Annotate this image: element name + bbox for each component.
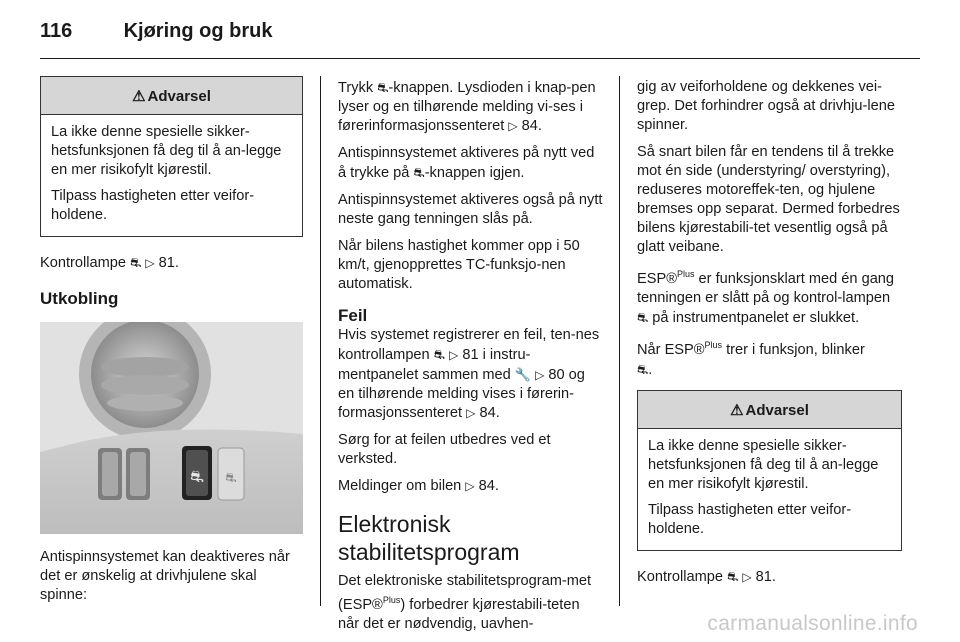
dashboard-switch-photo (40, 322, 303, 534)
section-title-utkobling: Utkobling (40, 289, 119, 308)
warning-box (40, 76, 303, 237)
section-title-esp: Elektronisk stabilitetsprogram (338, 511, 520, 565)
warning-triangle-icon: ⚠ (132, 88, 146, 105)
warning-triangle-icon: ⚠ (730, 401, 744, 419)
photo-caption: Antispinnsystemet kan deaktiveres når det er ønskelig at drivhjulene skal spinne: (40, 549, 290, 603)
paragraph-workshop: Sørg for at feilen utbedres ved et verksted. (338, 432, 551, 467)
paragraph-grip: gig av veiforholdene og dekkenes vei-grep. Det forhindrer også at drivhju-lene spinner. (637, 79, 895, 133)
page-ref-arrow-icon: ▷ (145, 256, 155, 270)
skid-indicator-icon: ⛐ (637, 361, 649, 377)
warning-text-1: La ikke denne spesielle sikker-hetsfunksjonen få deg til å an-legge en mer risikofylt kjørestil. (51, 124, 282, 178)
page-ref-arrow-icon: ▷ (535, 368, 545, 382)
traction-control-icon: ⛐ (377, 80, 389, 95)
page-header (40, 20, 920, 43)
skid-indicator-icon: ⛐ (637, 309, 649, 325)
paragraph-reactivate: Antispinnsystemet aktiveres på nytt ved å trykke på ⛐-knappen igjen. (338, 145, 595, 181)
warning-body (41, 115, 302, 236)
paragraph-messages: Meldinger om bilen ▷ 84. (338, 478, 499, 494)
indicator-reference: Kontrollampe ⛐ ▷ 81. (40, 255, 179, 271)
skid-indicator-icon: ⛐ (433, 347, 445, 362)
warning-box-2 (637, 390, 902, 551)
warning-text-2: Tilpass hastigheten etter veifor-holdene. (51, 188, 255, 223)
paragraph-stability: Så snart bilen får en tendens til å trekke mot én side (understyring/ overstyring), reduseres motoreffek-ten, og hjulene bremses opp separat. Dermed forbedres bilens kjørestabili-tet vesentlig også på glatt veibane. (637, 144, 900, 255)
paragraph-esp-intro: Det elektroniske stabilitetsprogram-met (ESP®$^{Plus}$) forbedrer kjørestabili-teten når det er nødvendig, uavhen- (338, 573, 592, 632)
page-ref-arrow-icon: ▷ (508, 119, 518, 133)
page-ref-arrow-icon: ▷ (449, 348, 459, 362)
warning-header (41, 77, 302, 115)
paragraph-esp-ready: ESP®$^{Plus}$ er funksjonsklart med én gang tenningen er slått på og kontrol-lampen ⛐ på instrumentpanelet er slukket. (637, 269, 895, 326)
page-ref-arrow-icon: ▷ (742, 569, 752, 584)
skid-indicator-icon: ⛐ (130, 255, 142, 270)
paragraph-press-button: Trykk ⛐-knappen. Lysdioden i knap-pen lyser og en tilhørende melding vi-ses i førerinformasjonssenteret ▷ 84. (338, 80, 596, 134)
section-title-feil: Feil (338, 306, 368, 325)
page-ref-arrow-icon: ▷ (466, 406, 476, 420)
paragraph-ignition: Antispinnsystemet aktiveres også på nytt neste gang tenningen slås på. (338, 192, 603, 227)
warning-body (638, 429, 901, 550)
warning-header (638, 391, 901, 429)
page-title: Kjøring og bruk (123, 20, 273, 42)
paragraph-speed: Når bilens hastighet kommer opp i 50 km/t, gjenopprettes TC-funksjo-nen automatisk. (338, 238, 580, 292)
svg-text:⛐: ⛐ (225, 471, 237, 486)
skid-indicator-icon: ⛐ (727, 568, 739, 584)
column-divider-2 (619, 76, 620, 606)
header-rule (40, 58, 920, 59)
warning-title: Advarsel (745, 401, 809, 419)
column-2 (338, 78, 604, 642)
svg-text:⛐: ⛐ (190, 467, 204, 486)
warning-text-1: La ikke denne spesielle sikker-hetsfunksjonen få deg til å an-legge en mer risikofylt kjørestil. (648, 437, 879, 492)
site-watermark: carmanualsonline.info (707, 612, 918, 635)
column-3 (637, 78, 902, 595)
warning-title: Advarsel (147, 88, 211, 105)
page-number: 116 (40, 20, 73, 42)
switch-panel-illustration (40, 322, 303, 534)
paragraph-esp-active: Når ESP®$^{Plus}$ trer i funksjon, blinker ⛐. (637, 339, 865, 378)
paragraph-fault: Hvis systemet registrerer en feil, ten-nes kontrollampen ⛐ ▷ 81 i instru-mentpanelet sammen med 🔧 ▷ 80 og en tilhørende melding vises i førerin-formasjonssenteret ▷ 84. (338, 327, 600, 421)
indicator-reference: Kontrollampe ⛐ ▷ 81. (637, 568, 776, 585)
warning-text-2: Tilpass hastigheten etter veifor-holdene. (648, 501, 852, 537)
page-ref-arrow-icon: ▷ (465, 479, 475, 493)
column-divider-1 (320, 76, 321, 606)
column-1 (40, 76, 303, 613)
wrench-icon: 🔧 (514, 367, 532, 382)
traction-control-icon: ⛐ (413, 165, 425, 180)
